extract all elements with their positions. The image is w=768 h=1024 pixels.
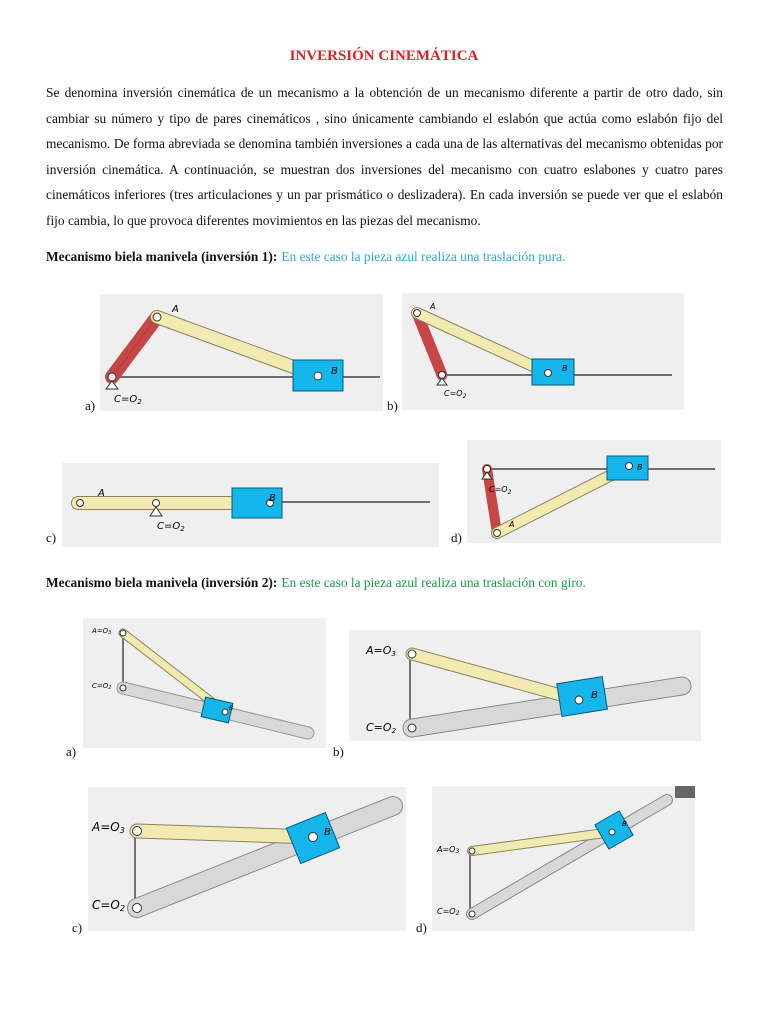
label-b: B [324,827,331,838]
label-b: B [562,364,568,373]
label-a-o3: A=O [437,845,456,854]
caption-2b: b) [333,744,344,759]
label-a: A [172,304,179,315]
caption-2c: c) [72,920,83,935]
label-a: A [509,520,515,529]
label-a-o3: A=O [92,627,109,635]
figure-1a [100,294,383,411]
section-1-note: En este caso la pieza azul realiza una traslación pura. [281,249,566,264]
caption-1a: a) [85,398,96,413]
label-c-o2-sub: 2 [137,398,142,406]
intro-paragraph: Se denomina inversión cinemática de un mecanismo a la obtención de un mecanismo diferente a partir de otro dado, sin cambiar su número y tipo de pares cinemáticos , sino únicamente cambiando el eslabón que actúa como eslabón fijo del mecanismo. De forma abreviada se denomina también inversiones a cada una de las alternativas del mecanismo obtenidas por inversión cinemática. A continuación, se muestran dos inversiones del mecanismo con cuatro eslabones y cuatro pares cinemáticos inferiores (tres articulaciones y un par prismático o deslizadera). En cada inversión se puede ver que el eslabón fijo cambia, lo que provoca diferentes movimientos en las piezas del mecanismo. [46,85,723,228]
label-c-o2: C=O [444,389,463,398]
caption-1b: b) [387,398,398,413]
label-c-o2-sub: 2 [507,489,512,496]
label-b: B [591,690,598,701]
label-b: B [622,820,627,828]
figure-1b [402,293,684,410]
figure-1d [467,440,721,543]
label-a: A [430,302,436,311]
figure-2c [88,787,406,931]
figure-2d [432,786,695,931]
label-c-o2: C=O [92,682,109,690]
svg-text:A=O3 [365,644,396,658]
label-b: B [229,705,234,712]
label-c-o2-sub: 2 [391,727,397,735]
figure-2b [349,630,701,741]
label-b: B [331,366,338,377]
label-c-o2: C=O [489,485,508,494]
label-a-o3-sub: 3 [119,826,125,835]
label-c-o2-sub: 2 [180,525,185,533]
caption-2a: a) [66,744,77,759]
section-2-title: Mecanismo biela manivela (inversión 2): [46,575,278,590]
section-2-heading [46,575,586,591]
figure-2a [83,618,326,748]
label-c-o2-sub: 2 [455,910,460,917]
section-2-note: En este caso la pieza azul realiza una traslación con giro. [281,575,586,590]
label-c-o2-sub: 2 [119,904,125,913]
caption-1c: c) [46,530,57,545]
caption-1d: d) [451,530,462,545]
label-a-o3-sub: 3 [391,650,396,658]
section-1-heading [46,249,565,265]
label-a-o3-sub: 3 [108,630,112,636]
label-c-o2-sub: 2 [462,393,467,400]
label-c-o2: C=O [157,521,181,532]
section-1-title: Mecanismo biela manivela (inversión 1): [46,249,278,264]
label-c-o2: C=O [92,898,120,912]
figure-1c [62,463,439,547]
label-c-o2: C=O [437,907,456,916]
label-c-o2: C=O [366,721,392,734]
label-a-o3-sub: 3 [455,848,460,855]
label-b: B [637,463,643,472]
label-b: B [269,493,276,504]
label-a: A [98,488,105,499]
label-a-o3: A=O [366,644,392,657]
label-c-o2: C=O [114,394,138,405]
caption-2d: d) [416,920,427,935]
label-c-o2-sub: 2 [108,685,112,691]
page-title: INVERSIÓN CINEMÁTICA [289,48,479,64]
label-a-o3: A=O [92,820,120,834]
